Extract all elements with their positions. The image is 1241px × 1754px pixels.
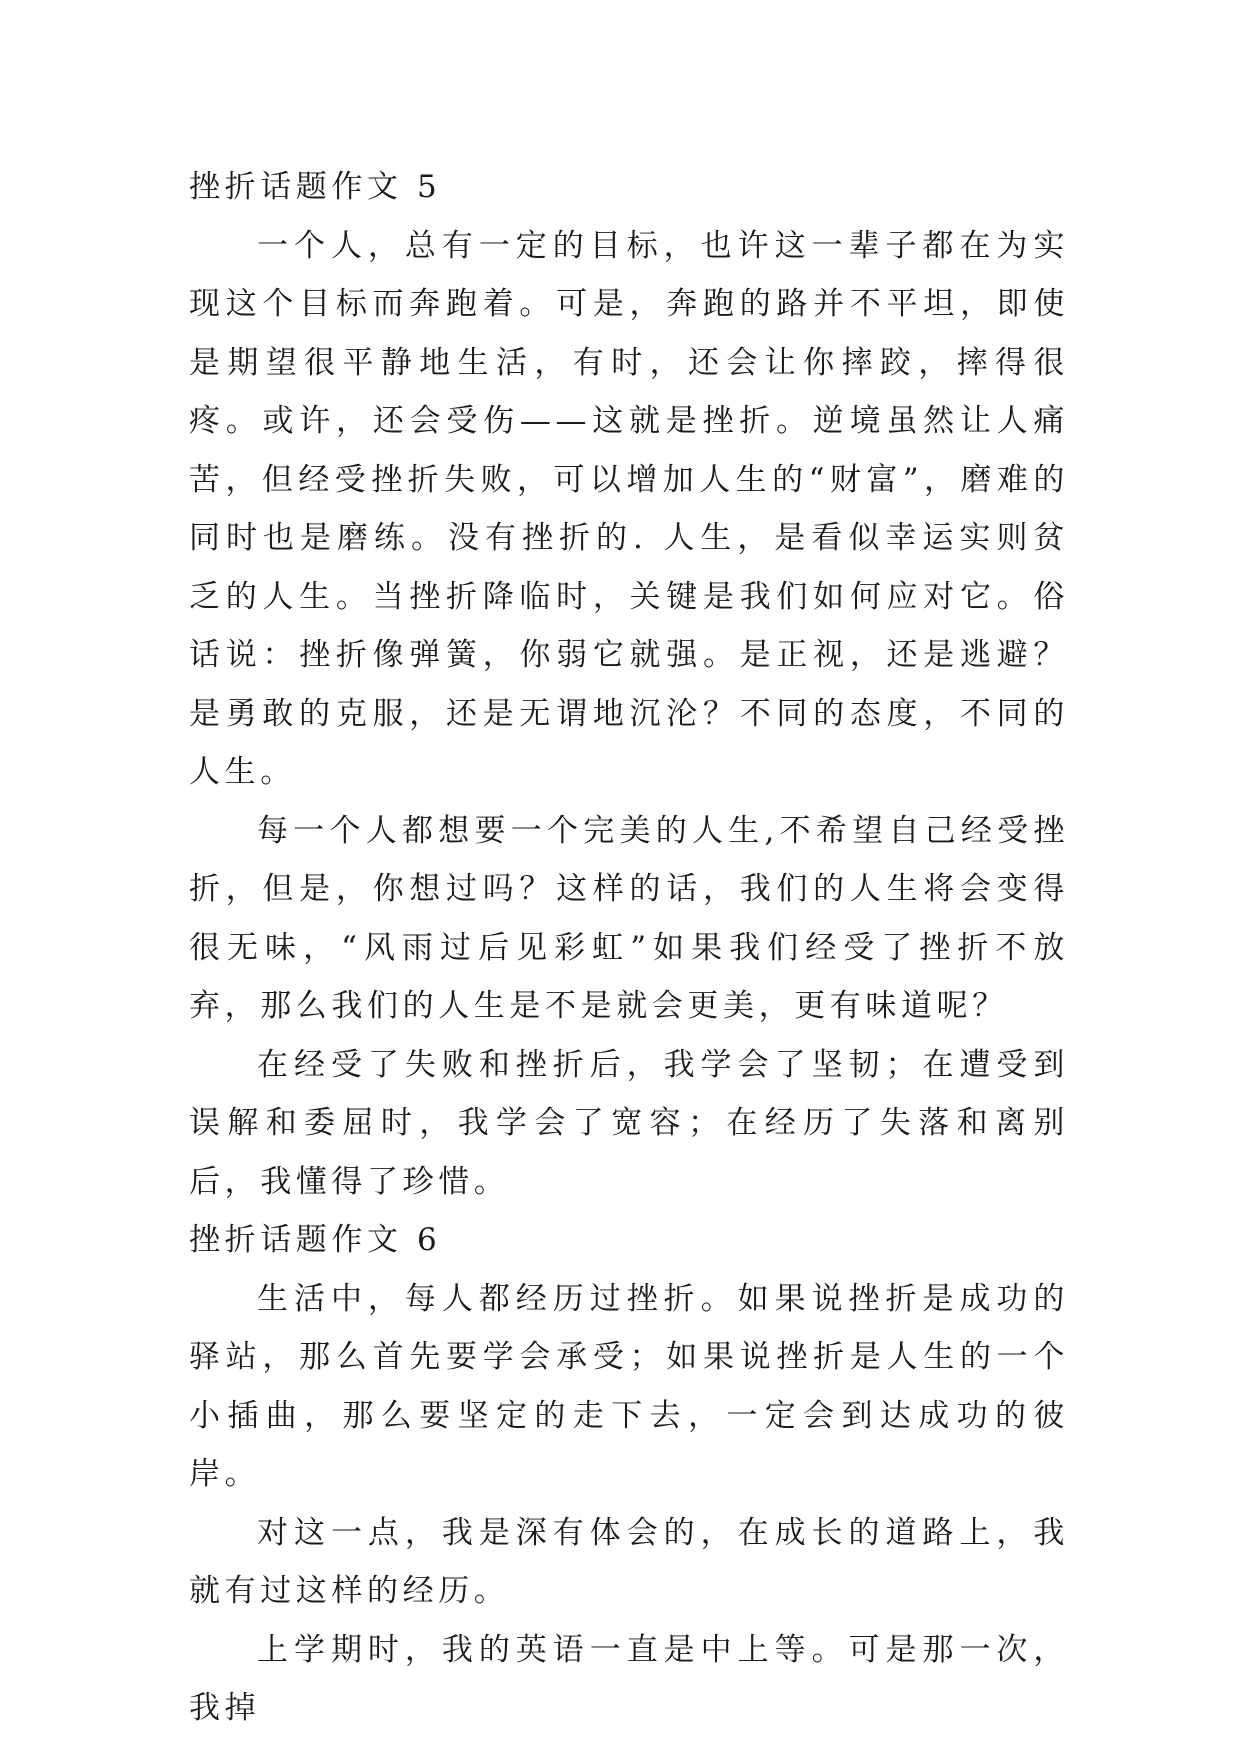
- paragraph: 在经受了失败和挫折后，我学会了坚韧；在遭受到误解和委屈时，我学会了宽容；在经历了失落和离别后，我懂得了珍惜。: [189, 1046, 1069, 1200]
- document-body: [189, 158, 1069, 1738]
- paragraph: 对这一点，我是深有体会的，在成长的道路上，我就有过这样的经历。: [189, 1514, 1069, 1609]
- section-title: 挫折话题作文 5: [189, 169, 442, 205]
- paragraph: 生活中，每人都经历过挫折。如果说挫折是成功的驿站，那么首先要学会承受；如果说挫折是人生的一个小插曲，那么要坚定的走下去，一定会到达成功的彼岸。: [189, 1280, 1069, 1492]
- paragraph: 每一个人都想要一个完美的人生,不希望自己经受挫折，但是，你想过吗？这样的话，我们的人生将会变得很无味，“风雨过后见彩虹”如果我们经受了挫折不放弃，那么我们的人生是不是就会更美，更有味道呢？: [189, 812, 1069, 1024]
- paragraph: 上学期时，我的英语一直是中上等。可是那一次，我掉: [189, 1631, 1069, 1726]
- section-title: 挫折话题作文 6: [189, 1222, 442, 1258]
- paragraph: 一个人，总有一定的目标，也许这一辈子都在为实现这个目标而奔跑着。可是，奔跑的路并不平坦，即使是期望很平静地生活，有时，还会让你摔跤，摔得很疼。或许，还会受伤——这就是挫折。逆境虽然让人痛苦，但经受挫折失败，可以增加人生的“财富”，磨难的同时也是磨练。没有挫折的. 人生，是看似幸运实则贫乏的人生。当挫折降临时，关键是我们如何应对它。俗话说：挫折像弹簧，你弱它就强。是正视，还是逃避？是勇敢的克服，还是无谓地沉沦？不同的态度，不同的人生。: [189, 227, 1069, 790]
